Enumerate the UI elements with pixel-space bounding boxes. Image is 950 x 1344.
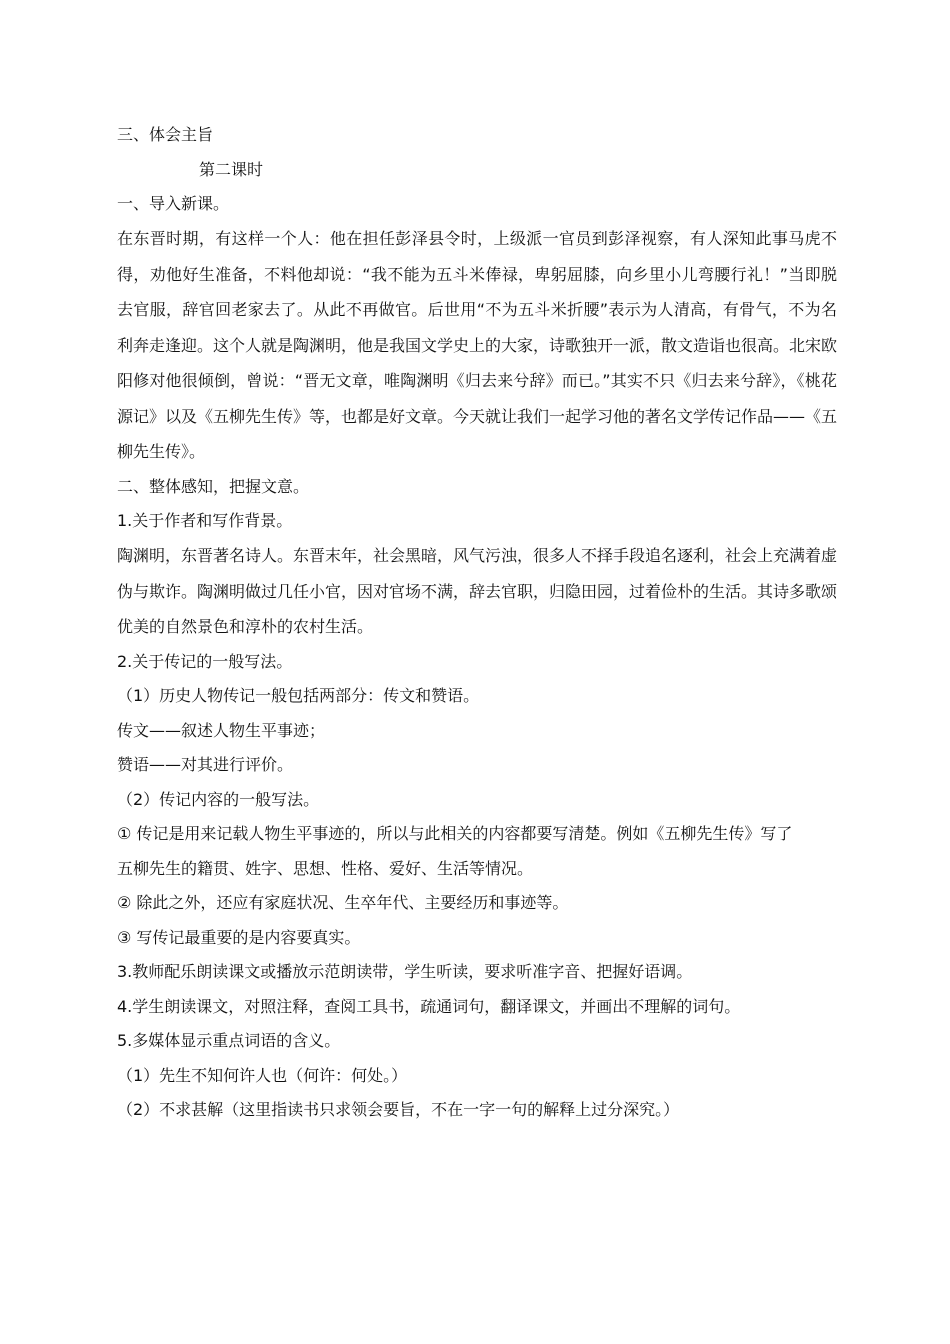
item-3: 3.教师配乐朗读课文或播放示范朗读带，学生听读，要求听准字音、把握好语调。	[117, 962, 693, 981]
item-5-sub-2: （2）不求甚解（这里指读书只求领会要旨，不在一字一句的解释上过分深究。）	[117, 1100, 680, 1119]
lesson-title: 第二课时	[199, 159, 264, 179]
definition-commentary: 赞语——对其进行评价。	[117, 755, 294, 774]
item-2-sub-2: （2）传记内容的一般写法。	[117, 789, 320, 809]
item-1-title: 1.关于作者和写作背景。	[117, 511, 293, 530]
point-1-line-a: ① 传记是用来记载人物生平事迹的，所以与此相关的内容都要写清楚。例如《五柳先生传》写了	[117, 824, 793, 843]
intro-paragraph: 在东晋时期，有这样一个人：他在担任彭泽县令时，上级派一官员到彭泽视察，有人深知此事马虎不得，劝他好生准备，不料他却说：“我不能为五斗米俸禄，卑躬屈膝，向乡里小儿弯腰行礼！”当即脱去官服，辞官回老家去了。从此不再做官。后世用“不为五斗米折腰”表示为人清高，有骨气，不为名利奔走逢迎。这个人就是陶渊明，他是我国文学史上的大家，诗歌独开一派，散文造诣也很高。北宋欧阳修对他很倾倒，曾说：“晋无文章，唯陶渊明《归去来兮辞》而已。”其实不只《归去来兮辞》，《桃花源记》以及《五柳先生传》等，也都是好文章。今天就让我们一起学习他的著名文学传记作品——《五柳先生传》。	[117, 229, 838, 461]
item-5: 5.多媒体显示重点词语的含义。	[117, 1031, 341, 1050]
document-body	[117, 125, 837, 1135]
point-3: ③ 写传记最重要的是内容要真实。	[117, 927, 361, 947]
section-heading-two: 二、整体感知，把握文意。	[117, 476, 310, 496]
section-heading-three: 三、体会主旨	[117, 125, 214, 144]
point-1-line-b: 五柳先生的籍贯、姓字、思想、性格、爱好、生活等情况。	[117, 858, 534, 878]
item-4: 4.学生朗读课文，对照注释，查阅工具书，疏通词句，翻译课文，并画出不理解的词句。	[117, 996, 741, 1016]
author-background-paragraph: 陶渊明，东晋著名诗人。东晋末年，社会黑暗，风气污浊，很多人不择手段追名逐利，社会上充满着虚伪与欺诈。陶渊明做过几任小官，因对官场不满，辞去官职，归隐田园，过着俭朴的生活。其诗多歌颂优美的自然景色和淳朴的农村生活。	[117, 546, 838, 636]
section-heading-one: 一、导入新课。	[117, 194, 230, 213]
item-5-sub-1: （1）先生不知何许人也（何许：何处。）	[117, 1065, 408, 1085]
definition-biography-text: 传文——叙述人物生平事迹；	[117, 720, 326, 740]
item-2-sub-1: （1）历史人物传记一般包括两部分：传文和赞语。	[117, 686, 480, 705]
item-2-title: 2.关于传记的一般写法。	[117, 651, 293, 671]
point-2: ② 除此之外，还应有家庭状况、生卒年代、主要经历和事迹等。	[117, 893, 569, 912]
